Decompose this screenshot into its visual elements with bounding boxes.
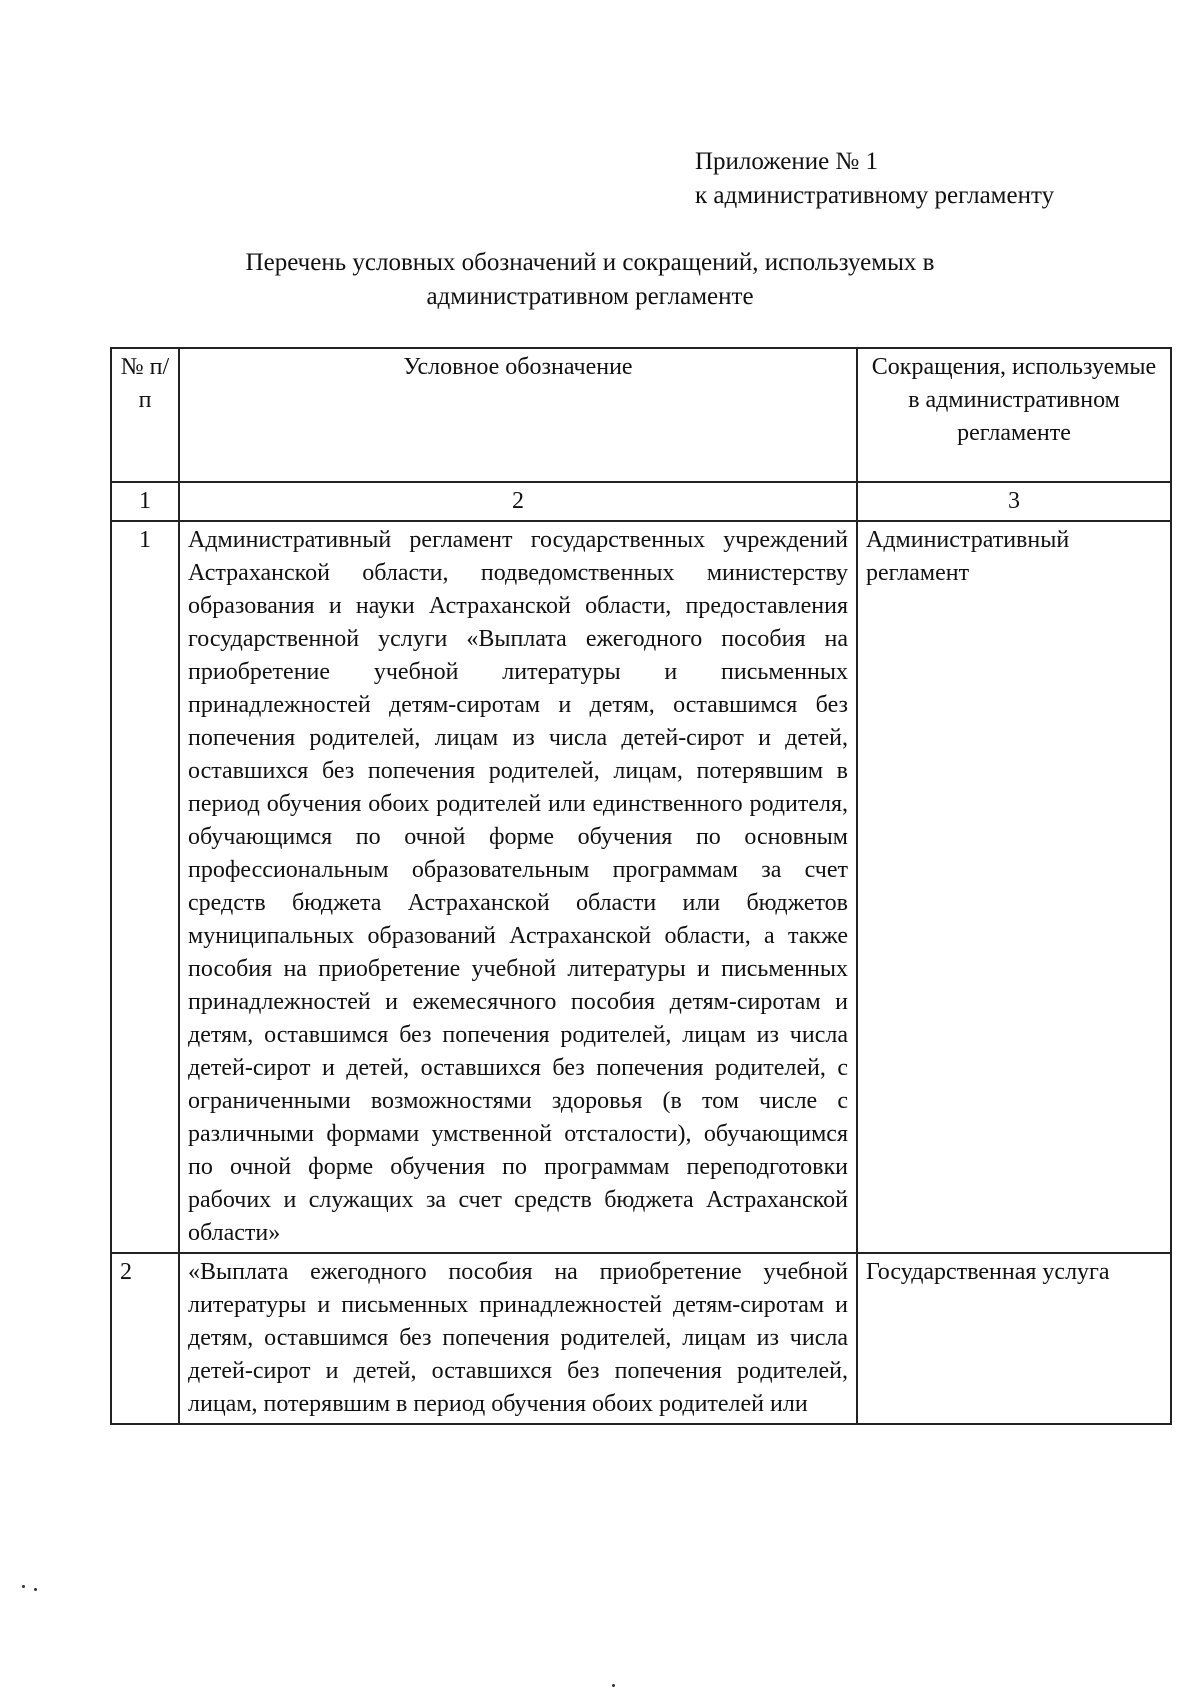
header-num: № п/п [111,348,179,482]
table-row [111,521,1171,1253]
appendix-note [695,145,1054,213]
header-abbreviation: Сокращения, используемые в административном регламенте [857,348,1171,482]
row-num: 2 [111,1253,179,1424]
header-designation: Условное обозначение [179,348,857,482]
column-number-row [111,482,1171,521]
table-header-row [111,348,1171,482]
appendix-line-2: к административному регламенту [695,182,1055,209]
scan-speck [22,1585,25,1588]
row-num: 1 [111,521,179,1253]
row-abbreviation: Административный регламент [857,521,1171,1253]
appendix-line-1: Приложение № 1 [695,148,879,175]
column-number-1: 1 [111,482,179,521]
scan-speck [34,1588,37,1591]
column-number-2: 2 [179,482,857,521]
row-designation: «Выплата ежегодного пособия на приобретение учебной литературы и письменных принадлежностей детям-сиротам и детям, оставшимся без попечения родителей, лицам из числа детей-сирот и детей, оставшихся без попечения родителей, лицам, потерявшим в период обучения обоих родителей или [179,1253,857,1424]
document-title [150,246,1030,314]
row-designation: Административный регламент государственных учреждений Астраханской области, подведомственных министерству образования и науки Астраханской области, предоставления государственной услуги «Выплата ежегодного пособия на приобретение учебной литературы и письменных принадлежностей детям-сиротам и детям, оставшимся без попечения родителей, лицам из числа детей-сирот и детей, оставшихся без попечения родителей, лицам, потерявшим в период обучения обоих родителей или единственного родителя, обучающимся по очной форме обучения по основным профессиональным образовательным программам за счет средств бюджета Астраханской области или бюджетов муниципальных образований Астраханской области, а также пособия на приобретение учебной литературы и письменных принадлежностей и ежемесячного пособия детям-сиротам и детям, оставшимся без попечения родителей, лицам из числа детей-сирот и детей, оставшихся без попечения родителей, с ограниченными возможностями здоровья (в том числе с различными формами умственной отсталости), обучающимся по очной форме обучения по программам переподготовки рабочих и служащих за счет средств бюджета Астраханской области» [179,521,857,1253]
document-title-line-1: Перечень условных обозначений и сокращений, используемых в [245,249,935,276]
row-abbreviation: Государственная услуга [857,1253,1171,1424]
document-title-line-2: административном регламенте [426,283,754,310]
table-row [111,1253,1171,1424]
scan-speck [612,1684,615,1687]
abbreviations-table [110,347,1172,1425]
column-number-3: 3 [857,482,1171,521]
